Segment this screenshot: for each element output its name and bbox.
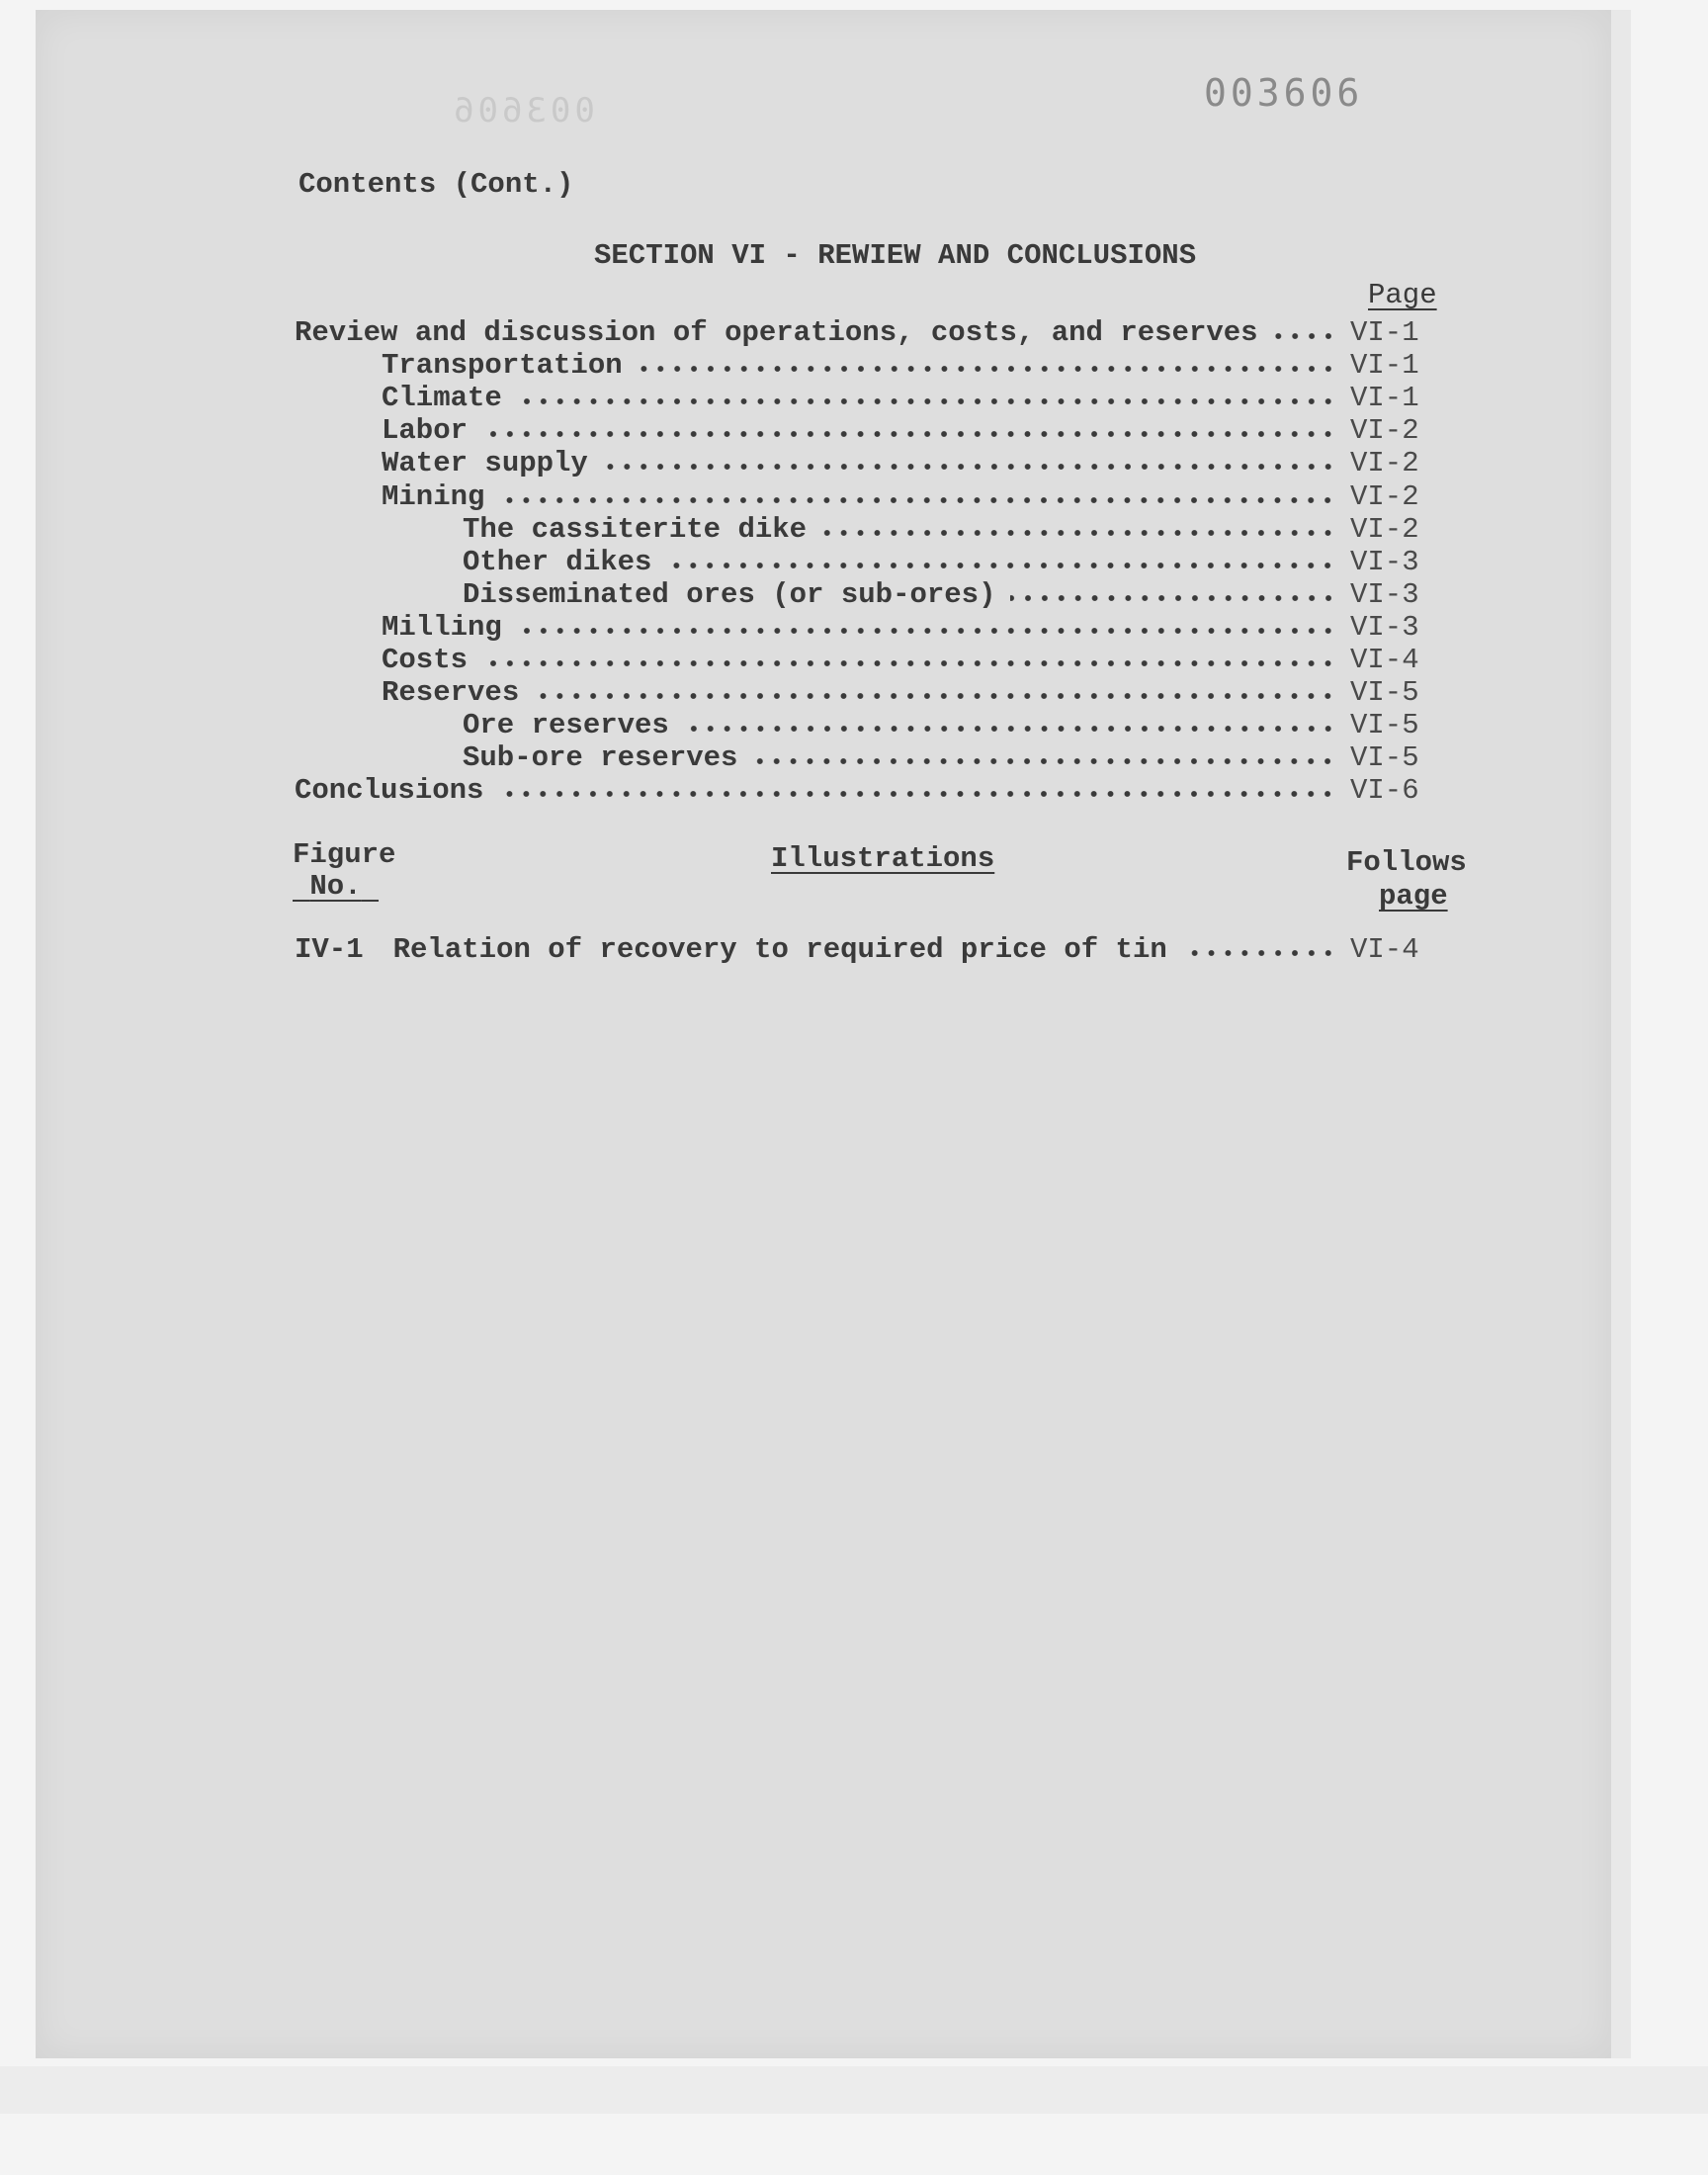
toc-entry-page: VI-3 <box>1350 545 1419 578</box>
toc-entry <box>382 349 1451 382</box>
toc-entry-title: Sub-ore reserves <box>463 741 738 775</box>
leader-dots <box>481 430 1336 438</box>
illustration-number: IV-1 <box>295 933 364 966</box>
leader-dots <box>533 692 1336 700</box>
follows-column-label: Follows <box>1346 846 1467 879</box>
toc-entry-title: Water supply <box>382 447 588 480</box>
toc-entry-page: VI-3 <box>1350 577 1419 611</box>
illustrations-heading: Illustrations <box>771 842 995 875</box>
leader-dots <box>683 725 1336 733</box>
toc-entry <box>382 644 1451 676</box>
toc-entry-title: Other dikes <box>463 545 652 578</box>
toc-entry-title: Climate <box>382 382 502 415</box>
leader-dots <box>751 757 1336 765</box>
toc-entry <box>463 513 1451 546</box>
toc-entry-title: Review and discussion of operations, costs, and reserves <box>295 316 1258 349</box>
toc-entry <box>382 382 1451 414</box>
contents-continued-label: Contents (Cont.) <box>299 168 574 201</box>
leader-dots <box>498 496 1336 504</box>
follows-page-column-label: page <box>1379 880 1448 913</box>
toc-entry-page: VI-5 <box>1350 709 1419 742</box>
toc-entry-page: VI-3 <box>1350 610 1419 644</box>
illustration-page: VI-4 <box>1350 933 1419 966</box>
document-stamp-number: 003606 <box>1204 71 1364 115</box>
toc-entry-title: Reserves <box>382 676 520 710</box>
leader-dots <box>481 659 1336 667</box>
figure-number-column-label <box>293 870 379 903</box>
toc-entry-title: Transportation <box>382 349 623 383</box>
page-edge <box>1611 10 1631 2058</box>
toc-entry <box>295 774 1451 807</box>
toc-entry-title: Conclusions <box>295 774 484 808</box>
section-title: SECTION VI - REWIEW AND CONCLUSIONS <box>594 239 1197 272</box>
toc-entry <box>382 414 1451 447</box>
leader-dots <box>665 562 1336 569</box>
toc-entry-page: VI-5 <box>1350 741 1419 775</box>
toc-entry-page: VI-2 <box>1350 479 1419 513</box>
toc-entry <box>295 316 1451 349</box>
toc-entry <box>382 480 1451 513</box>
figure-column-label: Figure <box>293 838 396 871</box>
toc-entry <box>463 741 1451 774</box>
toc-entry <box>463 709 1451 741</box>
toc-entry-title: Ore reserves <box>463 709 669 742</box>
toc-entry-page: VI-2 <box>1350 447 1419 480</box>
toc-entry-title: Milling <box>382 610 502 644</box>
toc-entry <box>382 676 1451 709</box>
toc-entry-title: Labor <box>382 414 469 448</box>
leader-dots <box>637 365 1336 373</box>
leader-dots <box>1272 332 1336 340</box>
leader-dots <box>516 397 1336 405</box>
figure-number-label: No. <box>309 870 362 903</box>
toc-entry-page: VI-4 <box>1350 644 1419 676</box>
toc-entry <box>382 611 1451 644</box>
toc-entry-title: Mining <box>382 479 485 513</box>
page-column-label: Page <box>1368 279 1437 311</box>
leader-dots <box>820 529 1336 537</box>
toc-entry <box>382 447 1451 479</box>
illustration-row <box>295 933 1451 966</box>
toc-entry-title: Disseminated ores (or sub-ores) <box>463 577 996 611</box>
leader-dots <box>1181 949 1336 957</box>
illustration-title: Relation of recovery to required price of tin <box>392 933 1167 966</box>
toc-entry <box>463 546 1451 578</box>
toc-entry-page: VI-2 <box>1350 414 1419 448</box>
toc-entry-page: VI-2 <box>1350 512 1419 546</box>
toc-entry-page: VI-1 <box>1350 382 1419 415</box>
leader-dots <box>516 627 1336 635</box>
toc-entry-page: VI-1 <box>1350 316 1419 349</box>
toc-entry-page: VI-6 <box>1350 774 1419 808</box>
leader-dots <box>497 790 1336 798</box>
toc-entry <box>463 578 1451 611</box>
bleed-through-stamp: 003606 <box>450 91 595 130</box>
scan-bottom-strip <box>0 2066 1708 2114</box>
toc-entry-title: The cassiterite dike <box>463 512 808 546</box>
toc-entry-page: VI-5 <box>1350 676 1419 710</box>
toc-entry-page: VI-1 <box>1350 349 1419 383</box>
leader-dots <box>602 463 1336 471</box>
leader-dots <box>1010 594 1337 602</box>
toc-entry-title: Costs <box>382 644 469 676</box>
